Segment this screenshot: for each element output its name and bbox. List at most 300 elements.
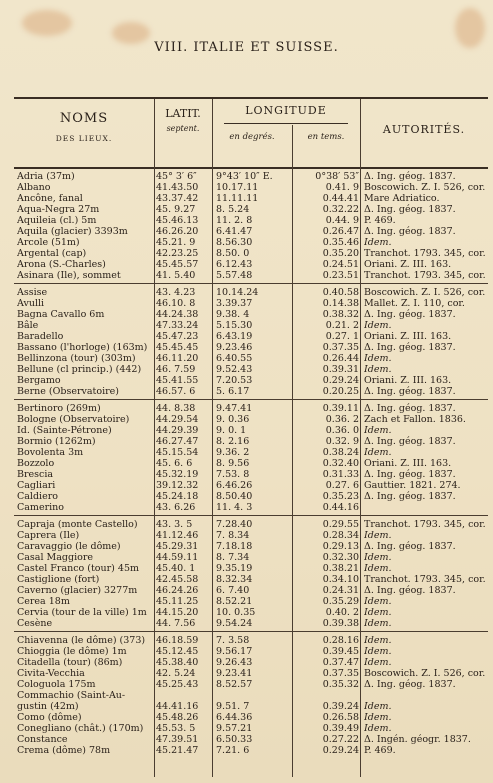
latitude: 46.11.20 [156,353,199,364]
authority: Δ. Ing. géog. 1837. [364,541,456,552]
longitude-degrees: 8.52.57 [216,679,253,690]
latitude: 41. 5.40 [156,270,196,281]
place-name: Civita-Vecchia [17,668,85,679]
longitude-degrees: 9.36. 2 [216,447,250,458]
longitude-degrees: 11. 2. 8 [216,215,253,226]
place-name: Cagliari [17,480,56,491]
place-name: Caldiero [17,491,58,502]
column-divider [360,99,361,167]
authority: Oriani. Z. III. 163. [364,375,452,386]
authority: Δ. Ing. géog. 1837. [364,403,456,414]
longitude-degrees: 8. 5.24 [216,204,250,215]
longitude-time: 0.36. 0 [325,425,359,436]
table-row [14,563,488,574]
table-row [14,668,488,679]
latitude: 45. 9.27 [156,204,196,215]
latitude: 44.24.38 [156,309,199,320]
longitude-degrees: 9.57.21 [216,723,253,734]
longitude-time: 0.38.32 [322,309,359,320]
longitude-degrees: 8. 2.16 [216,436,250,447]
table-row [14,364,488,375]
latitude: 46.24.26 [156,585,199,596]
place-name: Cervia (tour de la ville) 1m [17,607,147,618]
group-separator [14,631,488,632]
place-name: Arona (S.-Charles) [17,259,106,270]
place-name: Baradello [17,331,64,342]
col-authorities-header: AUTORITÉS. [382,123,466,136]
place-name: Bellinzona (tour) (303m) [17,353,136,364]
longitude-degrees: 10.14.24 [216,287,259,298]
column-divider [154,99,155,167]
group-separator [14,283,488,284]
latitude: 45.40. 1 [156,563,196,574]
latitude: 41.12.46 [156,530,199,541]
place-name: Casal Maggiore [17,552,94,563]
authority: Boscowich. Z. I. 526, cor. [364,287,486,298]
latitude: 42.23.25 [156,248,199,259]
authority: Δ. Ing. géog. 1837. [364,386,456,397]
authority: Boscowich. Z. I. 526, cor. [364,668,486,679]
longitude-time: 0.38.24 [322,447,359,458]
latitude: 45.29.31 [156,541,199,552]
longitude-degrees: 9.26.43 [216,657,253,668]
longitude-time: 0.44. 9 [325,215,359,226]
longitude-time: 0.35.29 [322,596,359,607]
table-row [14,585,488,596]
place-name: Bovolenta 3m [17,447,84,458]
latitude: 45.48.26 [156,712,199,723]
longitude-degrees: 5.15.30 [216,320,253,331]
table-row [14,353,488,364]
authority: Δ. Ing. géog. 1837. [364,491,456,502]
table-row [14,375,488,386]
col-degrees-header: en degrés. [229,132,275,142]
group-separator [14,515,488,516]
latitude: 41.43.50 [156,182,199,193]
latitude: 45.25.43 [156,679,199,690]
place-name: Crema (dôme) 78m [17,745,111,756]
table-row [14,237,488,248]
page-heading: VIII. ITALIE ET SUISSE. [154,40,339,55]
longitude-degrees: 9.38. 4 [216,309,250,320]
table-row [14,646,488,657]
table-row [14,425,488,436]
table-row [14,541,488,552]
table-row [14,530,488,541]
latitude: 44.41.16 [156,701,199,712]
authority: Tranchot. 1793. 345, cor. [364,574,486,585]
place-name: Aqua-Negra 27m [17,204,100,215]
longitude-degrees: 7.18.18 [216,541,253,552]
authority: P. 469. [364,745,396,756]
longitude-time: 0.32.22 [322,204,359,215]
longitude-time: 0.28.34 [322,530,359,541]
longitude-time: 0.39.24 [322,701,359,712]
table-row [14,309,488,320]
latitude: 45.12.45 [156,646,199,657]
longitude-degrees: 9.52.43 [216,364,253,375]
longitude-time: 0.40.58 [322,287,359,298]
authority: Oriani. Z. III. 163. [364,331,452,342]
longitude-degrees: 6.12.43 [216,259,253,270]
table-row [14,480,488,491]
longitude-time: 0.29.55 [322,519,359,530]
longitude-degrees: 11.11.11 [216,193,259,204]
longitude-time: 0.36. 2 [325,414,359,425]
latitude: 44. 8.38 [156,403,196,414]
latitude: 46.18.59 [156,635,199,646]
table-row [14,734,488,745]
latitude: 45.45.45 [156,342,199,353]
authority: Mare Adriatico. [364,193,440,204]
table-row [14,469,488,480]
table-row [14,607,488,618]
place-name: Berne (Observatoire) [17,386,119,397]
latitude: 45.24.18 [156,491,199,502]
authority: Tranchot. 1793. 345, cor. [364,519,486,530]
latitude: 45.11.25 [156,596,199,607]
longitude-degrees: 10.17.11 [216,182,259,193]
longitude-degrees: 6.46.26 [216,480,253,491]
table-row [14,215,488,226]
latitude: 46. 7.59 [156,364,196,375]
longitude-degrees: 11. 4. 3 [216,502,253,513]
longitude-degrees: 5. 6.17 [216,386,250,397]
col-longitude-header: LONGITUDE [245,104,327,117]
authority: Δ. Ing. géog. 1837. [364,171,456,182]
col-noms-title: NOMS [59,111,109,126]
longitude-time: 0.27.22 [322,734,359,745]
place-name: Avulli [17,298,45,309]
longitude-degrees: 6.43.19 [216,331,253,342]
latitude: 45° 3′ 6″ [156,171,197,182]
table-row [14,193,488,204]
table-row [14,690,488,701]
table-row [14,679,488,690]
authority: Idem. [364,364,392,375]
authority: Idem. [364,237,392,248]
longitude-degrees: 9.23.46 [216,342,253,353]
longitude-degrees: 10. 0.35 [216,607,256,618]
authority: Idem. [364,701,392,712]
authority: Idem. [364,320,392,331]
longitude-degrees: 9.47.41 [216,403,253,414]
longitude-degrees: 9.56.17 [216,646,253,657]
longitude-time: 0.29.13 [322,541,359,552]
latitude: 46.26.20 [156,226,199,237]
column-divider [212,99,213,167]
longitude-degrees: 7.21. 6 [216,745,250,756]
longitude-time: 0.20.25 [322,386,359,397]
place-name: Assise [17,287,48,298]
authority: Idem. [364,596,392,607]
longitude-time: 0.40. 2 [325,607,359,618]
longitude-time: 0.38.21 [322,563,359,574]
longitude-time: 0.41. 9 [325,182,359,193]
col-lat-title: LATIT. [165,107,201,120]
latitude: 46.10. 8 [156,298,196,309]
authority: Idem. [364,723,392,734]
place-name: Citadella (tour) (86m) [17,657,123,668]
longitude-time: 0.44.16 [322,502,359,513]
latitude: 44.15.20 [156,607,199,618]
table-row [14,447,488,458]
table-row [14,248,488,259]
table-row [14,298,488,309]
latitude: 45.21.47 [156,745,199,756]
table-row [14,712,488,723]
latitude: 43.37.42 [156,193,199,204]
table-row [14,491,488,502]
place-name: Bologne (Observatoire) [17,414,130,425]
latitude: 45.53. 5 [156,723,196,734]
longitude-degrees: 6.44.36 [216,712,253,723]
longitude-degrees: 7. 8.34 [216,530,250,541]
place-name: Commachio (Saint-Au- [17,690,126,701]
table-header [14,97,488,169]
authority: Idem. [364,353,392,364]
longitude-degrees: 6.40.55 [216,353,253,364]
longitude-time: 0.35.23 [322,491,359,502]
place-name: Bassano (l'horloge) (163m) [17,342,148,353]
longitude-degrees: 7.53. 8 [216,469,250,480]
longitude-time: 0°38′ 53″ [315,171,359,182]
place-name: Cerea 18m [17,596,70,607]
longitude-time: 0.37.35 [322,342,359,353]
authority: Idem. [364,657,392,668]
authority: Tranchot. 1793. 345, cor. [364,248,486,259]
authority: Idem. [364,646,392,657]
place-name: Aquileia (cl.) 5m [17,215,97,226]
authority: Idem. [364,447,392,458]
place-name: Bâle [17,320,39,331]
group-separator [14,399,488,400]
authority: Idem. [364,425,392,436]
table-row [14,596,488,607]
table-row [14,458,488,469]
table-row [14,414,488,425]
table-row [14,259,488,270]
longitude-time: 0.35.46 [322,237,359,248]
place-name: Camerino [17,502,64,513]
longitude-time: 0.39.45 [322,646,359,657]
longitude-degrees: 9.54.24 [216,618,253,629]
place-name: Castel Franco (tour) 45m [17,563,140,574]
authority: Boscowich. Z. I. 526, cor. [364,182,486,193]
latitude: 44. 7.56 [156,618,196,629]
place-name: Id. (Sainte-Pétrone) [17,425,112,436]
longitude-time: 0.29.24 [322,375,359,386]
longitude-degrees: 8. 9.56 [216,458,250,469]
authority: Δ. Ing. géog. 1837. [364,226,456,237]
longitude-time: 0.14.38 [322,298,359,309]
authority: Gauttier. 1821. 274. [364,480,461,491]
authority: Idem. [364,530,392,541]
authority: Tranchot. 1793. 345, cor. [364,270,486,281]
authority: Δ. Ing. géog. 1837. [364,204,456,215]
latitude: 45.15.54 [156,447,199,458]
place-name: Bozzolo [17,458,55,469]
place-name: Conegliano (chât.) (170m) [17,723,144,734]
longitude-degrees: 9°43′ 10″ E. [216,171,273,182]
place-name: Ancône, fanal [17,193,83,204]
table-row [14,386,488,397]
longitude-degrees: 9.35.19 [216,563,253,574]
table-row [14,502,488,513]
longitude-degrees: 8.50. 0 [216,248,250,259]
longitude-degrees: 9.51. 7 [216,701,250,712]
place-name: Bagna Cavallo 6m [17,309,105,320]
table-row [14,519,488,530]
column-divider [292,125,293,167]
latitude: 45.38.40 [156,657,199,668]
longitude-time: 0.35.20 [322,248,359,259]
latitude: 44.29.39 [156,425,199,436]
place-name: Bertinoro (269m) [17,403,101,414]
latitude: 47.33.24 [156,320,199,331]
authority: Δ. Ing. géog. 1837. [364,585,456,596]
col-lat-header [154,107,212,133]
longitude-degrees: 9. 0.36 [216,414,250,425]
col-noms-sub: DES LIEUX. [55,134,113,143]
table-row [14,331,488,342]
longitude-time: 0.32.40 [322,458,359,469]
longitude-time: 0.31.33 [322,469,359,480]
table-row [14,618,488,629]
col-noms-header [14,111,154,143]
table-row [14,403,488,414]
table-row [14,270,488,281]
longitude-degrees: 3.39.37 [216,298,253,309]
authority: Idem. [364,552,392,563]
place-name: Adria (37m) [17,171,75,182]
longitude-degrees: 9.23.41 [216,668,253,679]
table-row [14,171,488,182]
longitude-time: 0.28.16 [322,635,359,646]
authority: Idem. [364,635,392,646]
place-name: Brescia [17,469,54,480]
latitude: 45.32.19 [156,469,199,480]
authority: Δ. Ing. géog. 1837. [364,309,456,320]
longitude-time: 0.34.10 [322,574,359,585]
latitude: 44.59.11 [156,552,199,563]
longitude-degrees: 8.32.34 [216,574,253,585]
latitude: 42.45.58 [156,574,199,585]
longitude-time: 0.44.41 [322,193,359,204]
place-name: Caverno (glacier) 3277m [17,585,138,596]
latitude: 45.45.57 [156,259,199,270]
longitude-degrees: 5.57.48 [216,270,253,281]
latitude: 47.39.51 [156,734,199,745]
longitude-degrees: 9. 0. 1 [216,425,247,436]
authority: Oriani. Z. III. 163. [364,458,452,469]
longitude-time: 0.39.38 [322,618,359,629]
authority: P. 469. [364,215,396,226]
authority: Zach et Fallon. 1836. [364,414,466,425]
place-name: Chiavenna (le dôme) (373) [17,635,146,646]
place-name: Caprera (Ile) [17,530,80,541]
place-name: Castiglione (fort) [17,574,100,585]
authority: Mallet. Z. I. 110, cor. [364,298,465,309]
table-row [14,320,488,331]
latitude: 42. 5.24 [156,668,196,679]
authority: Δ. Ing. géog. 1837. [364,436,456,447]
latitude: 43. 4.23 [156,287,196,298]
place-name: Bergamo [17,375,61,386]
longitude-time: 0.27. 6 [325,480,359,491]
latitude: 45. 6. 6 [156,458,193,469]
table-row [14,436,488,447]
table-row [14,204,488,215]
longitude-degrees: 7. 3.58 [216,635,250,646]
longitude-time: 0.39.11 [322,403,359,414]
latitude: 45.21. 9 [156,237,196,248]
latitude: 39.12.32 [156,480,199,491]
longitude-time: 0.26.44 [322,353,359,364]
place-name: Chioggia (le dôme) 1m [17,646,127,657]
place-name: Como (dôme) [17,712,82,723]
table-row [14,226,488,237]
longitude-time: 0.27. 1 [325,331,359,342]
latitude: 45.41.55 [156,375,199,386]
authority: Idem. [364,563,392,574]
latitude: 45.46.13 [156,215,199,226]
longitude-degrees: 7.28.40 [216,519,253,530]
authority: Oriani. Z. III. 163. [364,259,452,270]
longitude-time: 0.23.51 [322,270,359,281]
longitude-time: 0.35.32 [322,679,359,690]
place-name: Cesène [17,618,53,629]
authority: Δ. Ing. géog. 1837. [364,342,456,353]
table-row [14,723,488,734]
longitude-time: 0.37.47 [322,657,359,668]
authority: Δ. Ing. géog. 1837. [364,469,456,480]
authority: Idem. [364,712,392,723]
longitude-time: 0.32.30 [322,552,359,563]
table-row [14,745,488,756]
authority: Idem. [364,618,392,629]
longitude-time: 0.37.35 [322,668,359,679]
longitude-degrees: 8.50.40 [216,491,253,502]
table-row [14,701,488,712]
longitude-time: 0.26.47 [322,226,359,237]
longitude-degrees: 6. 7.40 [216,585,250,596]
place-name: Constance [17,734,68,745]
longitude-degrees: 8. 7.34 [216,552,250,563]
table-row [14,287,488,298]
place-name: Argental (cap) [17,248,87,259]
place-name: Aquila (glacier) 3393m [17,226,128,237]
place-name: Capraja (monte Castello) [17,519,138,530]
table-row [14,635,488,646]
latitude: 46.27.47 [156,436,199,447]
longitude-time: 0.24.31 [322,585,359,596]
table-row [14,552,488,563]
longitude-degrees: 6.41.47 [216,226,253,237]
col-time-header: en tems. [307,132,345,142]
longitude-time: 0.29.24 [322,745,359,756]
table-row [14,574,488,585]
table-row [14,342,488,353]
longitude-time: 0.39.31 [322,364,359,375]
latitude: 45.47.23 [156,331,199,342]
latitude: 43. 3. 5 [156,519,193,530]
authority: Idem. [364,607,392,618]
place-name: Arcole (51m) [17,237,80,248]
latitude: 44.29.54 [156,414,199,425]
place-name: Caravaggio (le dôme) [17,541,121,552]
place-name: Bellune (cl princip.) (442) [17,364,142,375]
